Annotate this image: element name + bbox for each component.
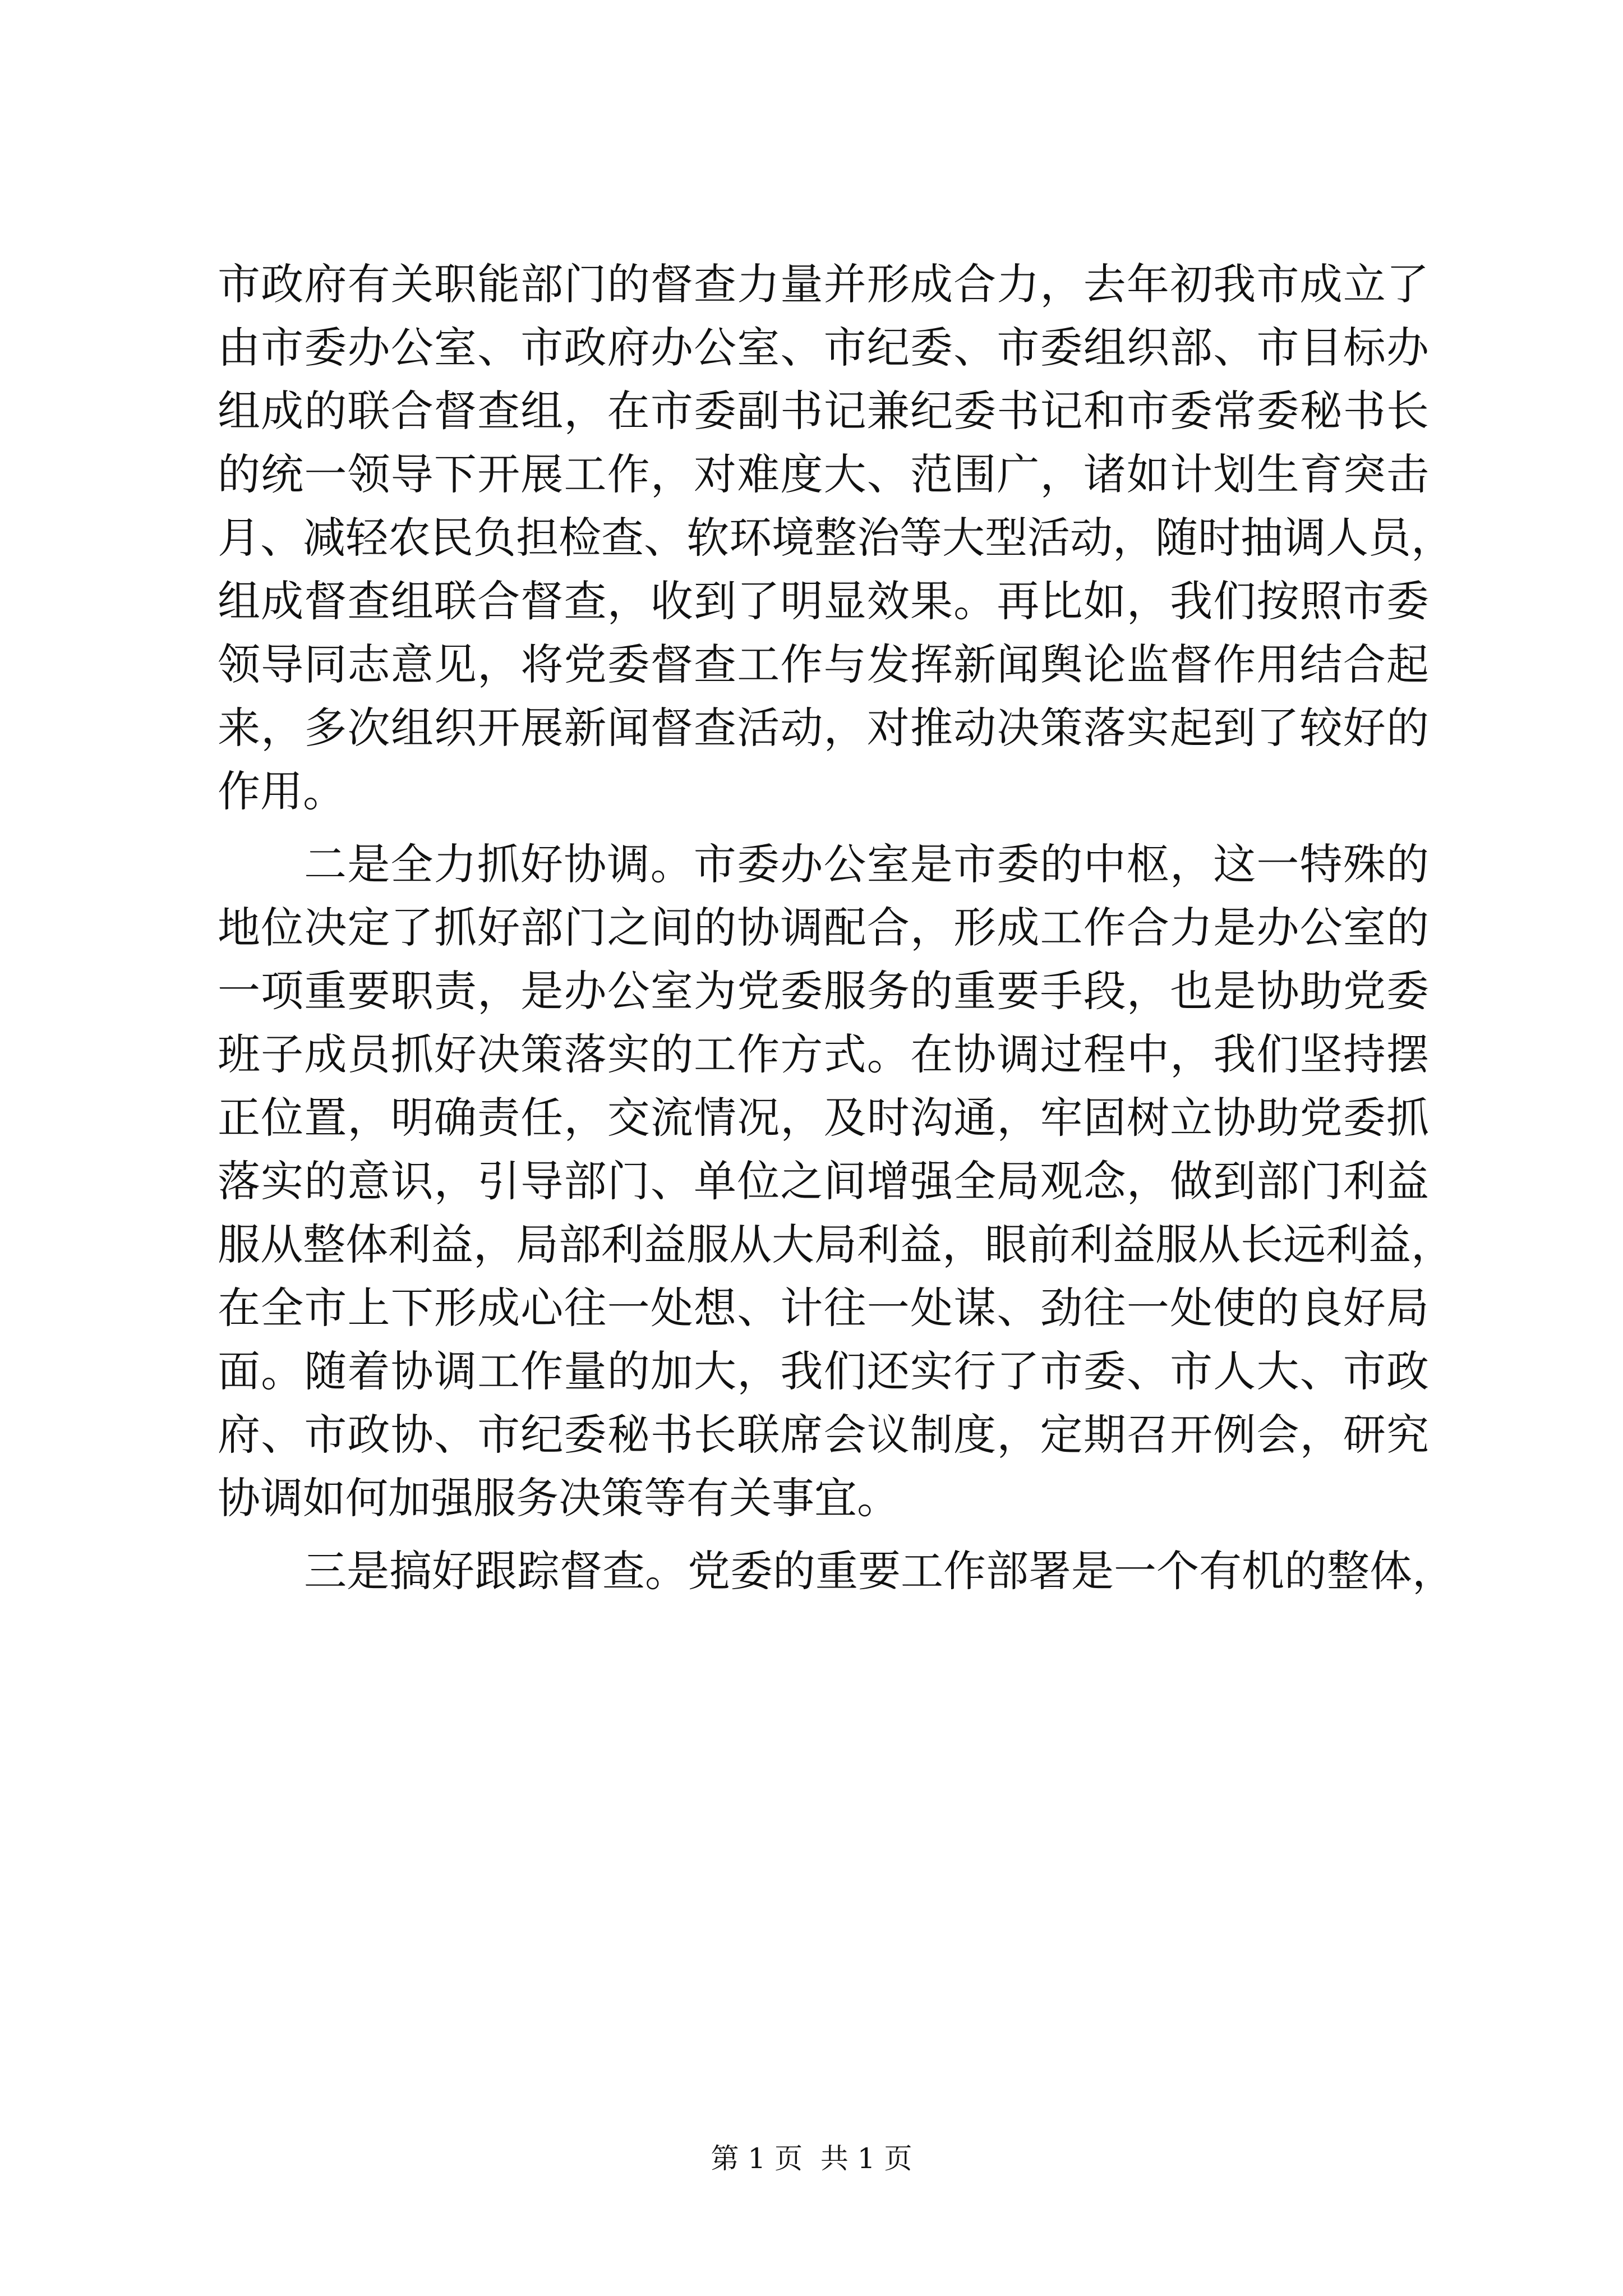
text-line: 一项重要职责，是办公室为党委服务的重要手段，也是协助党委	[218, 966, 1429, 1016]
text-line: 服从整体利益，局部利益服从大局利益，眼前利益服从长远利益，	[218, 1220, 1454, 1269]
paragraph-2	[218, 832, 1454, 1530]
paragraph-1	[218, 252, 1454, 823]
text-line: 由市委办公室、市政府办公室、市纪委、市委组织部、市目标办	[218, 323, 1429, 372]
text-line: 市政府有关职能部门的督查力量并形成合力，去年初我市成立了	[218, 259, 1429, 309]
document-body	[218, 252, 1455, 1603]
text-line: 落实的意识，引导部门、单位之间增强全局观念，做到部门利益	[218, 1156, 1429, 1206]
text-line: 二是全力抓好协调。市委办公室是市委的中枢，这一特殊的	[304, 839, 1429, 889]
text-line: 面。随着协调工作量的加大，我们还实行了市委、市人大、市政	[218, 1346, 1429, 1396]
text-line: 正位置，明确责任，交流情况，及时沟通，牢固树立协助党委抓	[218, 1093, 1429, 1143]
text-line: 月、减轻农民负担检查、软环境整治等大型活动，随时抽调人员，	[218, 513, 1454, 563]
text-line: 在全市上下形成心往一处想、计往一处谋、劲往一处使的良好局	[218, 1283, 1429, 1333]
text-line: 三是搞好跟踪督查。党委的重要工作部署是一个有机的整体，	[304, 1546, 1455, 1596]
paragraph-spacer	[218, 823, 1429, 832]
text-line: 班子成员抓好决策落实的工作方式。在协调过程中，我们坚持摆	[218, 1029, 1429, 1079]
text-line: 组成的联合督查组，在市委副书记兼纪委书记和市委常委秘书长	[218, 386, 1429, 436]
text-line: 组成督查组联合督查，收到了明显效果。再比如，我们按照市委	[218, 576, 1429, 626]
text-line: 府、市政协、市纪委秘书长联席会议制度，定期召开例会，研究	[218, 1410, 1429, 1460]
page-footer	[0, 2136, 1623, 2177]
text-line: 领导同志意见，将党委督查工作与发挥新闻舆论监督作用结合起	[218, 639, 1429, 689]
text-line: 地位决定了抓好部门之间的协调配合，形成工作合力是办公室的	[218, 903, 1429, 953]
page-number-label: 第 1 页 共 1 页	[711, 2142, 912, 2175]
paragraph-spacer	[218, 1530, 1429, 1539]
text-line: 作用。	[218, 766, 345, 816]
text-line: 协调如何加强服务决策等有关事宜。	[218, 1473, 900, 1523]
paragraph-3	[218, 1539, 1455, 1603]
text-line: 来，多次组织开展新闻督查活动，对推动决策落实起到了较好的	[218, 703, 1429, 753]
text-line: 的统一领导下开展工作，对难度大、范围广，诸如计划生育突击	[218, 449, 1429, 499]
